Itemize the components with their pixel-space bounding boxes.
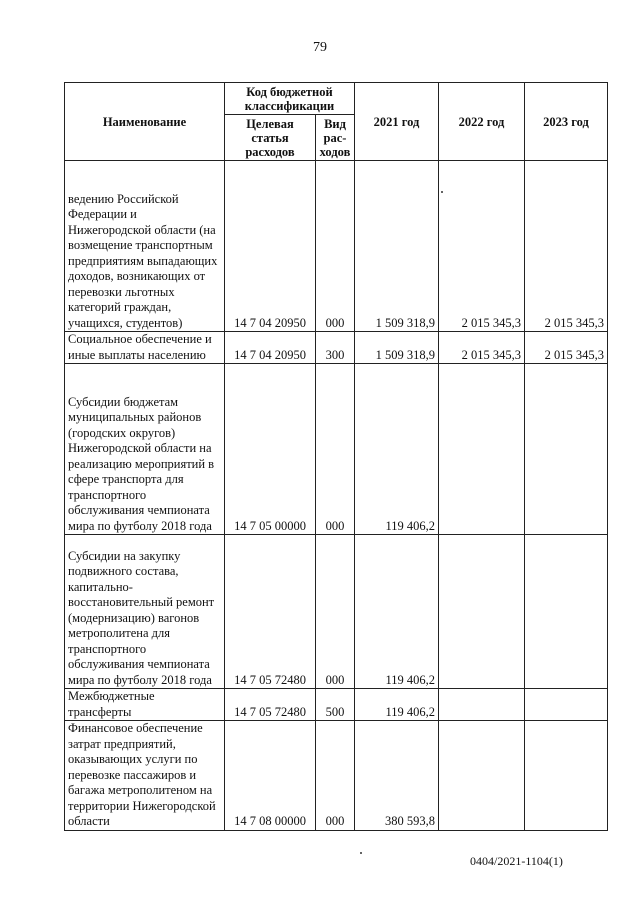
row-2021: 119 406,2	[355, 689, 439, 721]
row-2022	[439, 689, 525, 721]
header-2021: 2021 год	[355, 83, 439, 161]
row-2021: 119 406,2	[355, 364, 439, 535]
header-name: Наименование	[65, 83, 225, 161]
row-2021: 1 509 318,9	[355, 332, 439, 364]
header-target-article: Целевая статья расходов	[225, 115, 316, 161]
row-name: Социальное обеспечение и иные выплаты населению	[65, 332, 225, 364]
table-row	[65, 689, 608, 721]
page-number: 79	[313, 40, 327, 55]
row-kind: 000	[316, 535, 355, 689]
row-2022: 2 015 345,3	[439, 161, 525, 332]
row-name: Субсидии бюджетам муниципальных районов (городских округов) Нижегородской области на реализацию мероприятий в сфере транспорта для транспортного обслуживания чемпионата мира по футболу 2018 года	[65, 364, 225, 535]
header-budget-code: Код бюджетной классификации	[225, 83, 355, 115]
scan-speck	[360, 852, 362, 854]
row-kind: 000	[316, 364, 355, 535]
row-kind: 300	[316, 332, 355, 364]
row-name: ведению Российской Федерации и Нижегородской области (на возмещение транспортным предприятиям выпадающих доходов, возникающих от перевозки льготных категорий граждан, учащихся, студентов)	[65, 161, 225, 332]
row-kind: 000	[316, 721, 355, 831]
header-expense-kind: Вид рас-ходов	[316, 115, 355, 161]
table-row	[65, 332, 608, 364]
row-code: 14 7 05 72480	[225, 535, 316, 689]
document-code: 0404/2021-1104(1)	[470, 854, 563, 868]
table-row	[65, 364, 608, 535]
row-2021: 119 406,2	[355, 535, 439, 689]
header-2022: 2022 год	[439, 83, 525, 161]
row-2022: 2 015 345,3	[439, 332, 525, 364]
row-code: 14 7 04 20950	[225, 161, 316, 332]
row-code: 14 7 04 20950	[225, 332, 316, 364]
row-2021: 1 509 318,9	[355, 161, 439, 332]
row-name: Субсидии на закупку подвижного состава, капитально-восстановительный ремонт (модернизацию) вагонов метрополитена для транспортного обслуживания чемпионата мира по футболу 2018 года	[65, 535, 225, 689]
row-2023	[525, 535, 608, 689]
row-kind: 000	[316, 161, 355, 332]
row-2023: 2 015 345,3	[525, 161, 608, 332]
row-2023: 2 015 345,3	[525, 332, 608, 364]
row-name: Межбюджетные трансферты	[65, 689, 225, 721]
scan-speck	[441, 191, 443, 193]
budget-table	[64, 82, 608, 831]
row-2022	[439, 364, 525, 535]
table-row	[65, 161, 608, 332]
row-code: 14 7 08 00000	[225, 721, 316, 831]
row-code: 14 7 05 00000	[225, 364, 316, 535]
header-2023: 2023 год	[525, 83, 608, 161]
row-2022	[439, 721, 525, 831]
row-code: 14 7 05 72480	[225, 689, 316, 721]
table-row	[65, 721, 608, 831]
row-name: Финансовое обеспечение затрат предприятий, оказывающих услуги по перевозке пассажиров и багажа метрополитеном на территории Нижегородской области	[65, 721, 225, 831]
row-2021: 380 593,8	[355, 721, 439, 831]
row-2023	[525, 364, 608, 535]
row-2023	[525, 721, 608, 831]
row-kind: 500	[316, 689, 355, 721]
row-2022	[439, 535, 525, 689]
row-2023	[525, 689, 608, 721]
table-row	[65, 535, 608, 689]
